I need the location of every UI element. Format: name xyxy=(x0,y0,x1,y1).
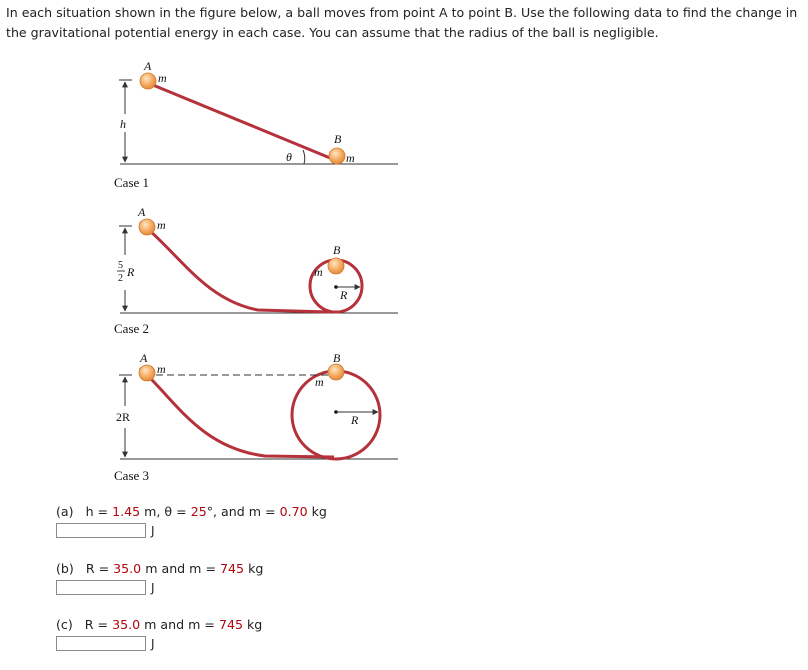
part-a-mid2: °, and m = xyxy=(206,504,280,519)
part-a-unit: J xyxy=(151,523,155,538)
case3-track xyxy=(140,368,334,457)
part-c-prefix: R = xyxy=(84,617,113,632)
case3-label-b: B xyxy=(333,351,341,365)
case2-frac-num: 5 xyxy=(118,260,123,271)
case2-diagram xyxy=(114,205,398,336)
case1-h-label: h xyxy=(120,117,126,131)
part-a-prompt xyxy=(56,504,327,519)
part-b-mid1: m and m = xyxy=(141,561,221,576)
part-a-m-value: 0.70 xyxy=(279,504,308,519)
part-c-tag: (c) xyxy=(56,617,73,632)
case2-ball-b xyxy=(328,258,344,274)
case2-frac-r: R xyxy=(127,265,135,279)
part-c-unit: J xyxy=(151,636,155,651)
part-b-answer-row xyxy=(56,580,155,595)
case2-label-r: R xyxy=(340,288,348,302)
case2-label-m-a: m xyxy=(157,218,166,232)
case1-label-a: A xyxy=(144,59,152,73)
part-b-unit: J xyxy=(151,580,155,595)
part-b-r-value: 35.0 xyxy=(113,561,142,576)
case3-ball-b xyxy=(328,364,344,380)
problem-intro: In each situation shown in the figure below, a ball moves from point A to point B. Use the following data to find the change in the gravitational potential energy in each case. You can assume that the radius of the ball is negligible. xyxy=(6,5,798,40)
case1-ball-b xyxy=(329,148,345,164)
case1-label-b: B xyxy=(334,132,342,146)
case3-label-a: A xyxy=(140,351,148,365)
case1-theta-arc xyxy=(303,150,305,164)
part-a-answer-input[interactable] xyxy=(56,523,146,538)
case2-label-a: A xyxy=(138,205,146,219)
part-b-prefix: R = xyxy=(85,561,114,576)
case1-label-m-b: m xyxy=(346,151,355,165)
case3-label-r: R xyxy=(351,413,359,427)
case1-diagram xyxy=(114,59,398,190)
part-a-suffix: kg xyxy=(307,504,327,519)
case3-caption: Case 3 xyxy=(114,468,150,483)
case3-ball-a xyxy=(139,365,155,381)
case1-ball-a xyxy=(140,73,156,89)
part-c-mid1: m and m = xyxy=(140,617,219,632)
part-a-tag: (a) xyxy=(56,504,74,519)
part-c-answer-row xyxy=(56,636,155,651)
case2-label-m-b: m xyxy=(314,265,323,279)
part-a-mid1: m, θ = xyxy=(140,504,191,519)
part-b-suffix: kg xyxy=(244,561,264,576)
case1-label-m-a: m xyxy=(158,71,167,85)
case2-caption: Case 2 xyxy=(114,321,150,336)
case2-track xyxy=(140,222,330,312)
part-c-answer-input[interactable] xyxy=(56,636,146,651)
part-a-prefix: h = xyxy=(85,504,113,519)
case3-loop xyxy=(292,371,380,459)
part-c-m-value: 745 xyxy=(218,617,243,632)
part-a-h-value: 1.45 xyxy=(112,504,141,519)
part-b-answer-input[interactable] xyxy=(56,580,146,595)
part-b-prompt xyxy=(56,561,263,576)
part-c-suffix: kg xyxy=(243,617,263,632)
case1-caption: Case 1 xyxy=(114,175,150,190)
part-b-m-value: 745 xyxy=(220,561,245,576)
case3-label-m-a: m xyxy=(157,362,166,376)
case3-label-m-b: m xyxy=(315,375,324,389)
case2-label-b: B xyxy=(333,243,341,257)
case2-frac-den: 2 xyxy=(118,273,123,284)
part-b-tag: (b) xyxy=(56,561,74,576)
part-a-answer-row xyxy=(56,523,155,538)
part-a-theta-value: 25 xyxy=(190,504,207,519)
case3-label-2r: 2R xyxy=(116,410,131,424)
part-c-r-value: 35.0 xyxy=(112,617,141,632)
case1-ramp xyxy=(148,83,335,160)
case3-diagram xyxy=(114,351,398,483)
case1-theta-label: θ xyxy=(286,150,292,164)
case2-ball-a xyxy=(139,219,155,235)
part-c-prompt xyxy=(56,617,262,632)
